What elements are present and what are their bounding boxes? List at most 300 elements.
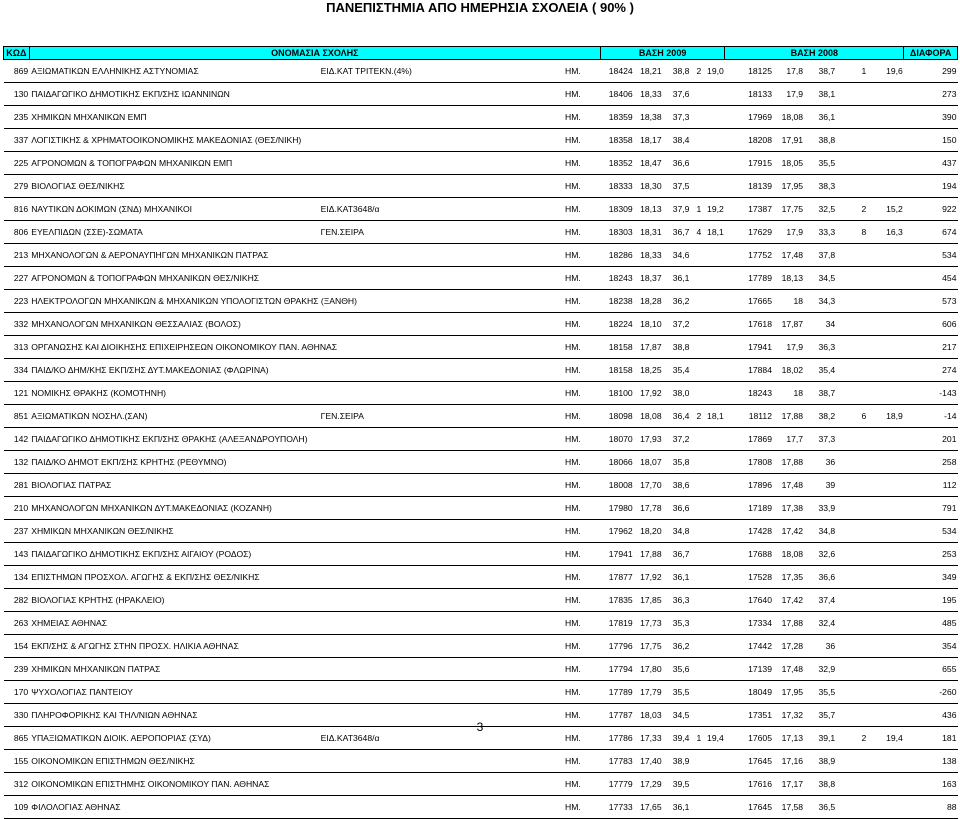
cell-a9: 18,47 xyxy=(634,152,663,175)
cell-type: ΗΜ. xyxy=(564,60,600,83)
cell-diff: 534 xyxy=(904,520,958,543)
cell-a9: 18,21 xyxy=(634,60,663,83)
cell-b9: 18238 xyxy=(600,290,633,313)
cell-name: ΠΛΗΡΟΦΟΡΙΚΗΣ ΚΑΙ ΤΗΛ/ΝΙΩΝ ΑΘΗΝΑΣ xyxy=(29,704,319,727)
cell-code: 227 xyxy=(4,267,30,290)
cell-d8 xyxy=(836,543,867,566)
cell-a9: 17,92 xyxy=(634,382,663,405)
cell-code: 142 xyxy=(4,428,30,451)
cell-name: ΒΙΟΛΟΓΙΑΣ ΚΡΗΤΗΣ (ΗΡΑΚΛΕΙΟ) xyxy=(29,589,319,612)
cell-c9: 37,9 xyxy=(663,198,691,221)
cell-c9: 38,8 xyxy=(663,60,691,83)
table-row xyxy=(4,428,958,451)
cell-d9 xyxy=(690,382,702,405)
cell-name: ΟΙΚΟΝΟΜΙΚΩΝ ΕΠΙΣΤΗΜΗΣ ΟΙΚΟΝΟΜΙΚΟΥ ΠΑΝ. ΑΘΗΝΑΣ xyxy=(29,773,319,796)
cell-note xyxy=(320,382,564,405)
cell-b8: 17789 xyxy=(725,267,773,290)
cell-note xyxy=(320,152,564,175)
cell-c8: 39 xyxy=(804,474,836,497)
cell-c9: 36,1 xyxy=(663,566,691,589)
cell-c8: 38,7 xyxy=(804,60,836,83)
cell-diff: 454 xyxy=(904,267,958,290)
cell-c8: 34 xyxy=(804,313,836,336)
cell-e9: 19,4 xyxy=(702,727,725,750)
cell-d9 xyxy=(690,106,702,129)
cell-d8 xyxy=(836,267,867,290)
cell-type: ΗΜ. xyxy=(564,382,600,405)
cell-code: 154 xyxy=(4,635,30,658)
cell-a9: 17,79 xyxy=(634,681,663,704)
cell-b8: 17528 xyxy=(725,566,773,589)
cell-b8: 17351 xyxy=(725,704,773,727)
cell-code: 109 xyxy=(4,796,30,819)
cell-a8: 17,35 xyxy=(773,566,804,589)
page-number: 3 xyxy=(476,720,484,734)
cell-d9 xyxy=(690,612,702,635)
cell-e8 xyxy=(867,106,904,129)
cell-b9: 17733 xyxy=(600,796,633,819)
cell-d9 xyxy=(690,83,702,106)
cell-b8: 17941 xyxy=(725,336,773,359)
cell-a8: 18,08 xyxy=(773,106,804,129)
cell-a9: 18,03 xyxy=(634,704,663,727)
cell-e8 xyxy=(867,474,904,497)
cell-e9 xyxy=(702,612,725,635)
cell-name: ΛΟΓΙΣΤΙΚΗΣ & ΧΡΗΜΑΤΟΟΙΚΟΝΟΜΙΚΗΣ ΜΑΚΕΔΟΝΙΑΣ (ΘΕΣ/ΝΙΚΗ) xyxy=(29,129,319,152)
cell-b9: 18066 xyxy=(600,451,633,474)
cell-d8 xyxy=(836,796,867,819)
cell-b9: 17941 xyxy=(600,543,633,566)
cell-type: ΗΜ. xyxy=(564,106,600,129)
cell-d8: 6 xyxy=(836,405,867,428)
cell-e8: 18,9 xyxy=(867,405,904,428)
cell-a9: 17,29 xyxy=(634,773,663,796)
cell-name: ΑΞΙΩΜΑΤΙΚΩΝ ΝΟΣΗΛ.(ΣΑΝ) xyxy=(29,405,319,428)
table-row xyxy=(4,681,958,704)
cell-note xyxy=(320,589,564,612)
cell-c8: 36,1 xyxy=(804,106,836,129)
cell-b9: 18424 xyxy=(600,60,633,83)
cell-c8: 35,7 xyxy=(804,704,836,727)
cell-type: ΗΜ. xyxy=(564,773,600,796)
cell-b9: 18158 xyxy=(600,359,633,382)
cell-a9: 17,40 xyxy=(634,750,663,773)
table-row xyxy=(4,336,958,359)
cell-d8 xyxy=(836,129,867,152)
cell-d9 xyxy=(690,451,702,474)
cell-diff: -14 xyxy=(904,405,958,428)
table-row xyxy=(4,359,958,382)
cell-name: ΕΚΠ/ΣΗΣ & ΑΓΩΓΗΣ ΣΤΗΝ ΠΡΟΣΧ. ΗΛΙΚΙΑ ΑΘΗΝΑΣ xyxy=(29,635,319,658)
cell-diff: 390 xyxy=(904,106,958,129)
cell-type: ΗΜ. xyxy=(564,704,600,727)
cell-e9 xyxy=(702,382,725,405)
cell-c8: 32,6 xyxy=(804,543,836,566)
cell-note: ΓΕΝ.ΣΕΙΡΑ xyxy=(320,221,564,244)
cell-type: ΗΜ. xyxy=(564,612,600,635)
cell-a8: 18,13 xyxy=(773,267,804,290)
cell-d9 xyxy=(690,474,702,497)
cell-d9 xyxy=(690,313,702,336)
cell-a9: 18,07 xyxy=(634,451,663,474)
cell-diff: 606 xyxy=(904,313,958,336)
cell-b9: 18098 xyxy=(600,405,633,428)
cell-note xyxy=(320,313,564,336)
cell-b9: 18359 xyxy=(600,106,633,129)
cell-b9: 17877 xyxy=(600,566,633,589)
cell-a9: 18,10 xyxy=(634,313,663,336)
cell-note xyxy=(320,750,564,773)
cell-c8: 36 xyxy=(804,451,836,474)
cell-e8 xyxy=(867,773,904,796)
cell-d9 xyxy=(690,796,702,819)
cell-type: ΗΜ. xyxy=(564,221,600,244)
cell-diff: -260 xyxy=(904,681,958,704)
table-row xyxy=(4,796,958,819)
cell-c8: 34,3 xyxy=(804,290,836,313)
cell-a8: 17,48 xyxy=(773,658,804,681)
header-name: ΟΝΟΜΑΣΙΑ ΣΧΟΛΗΣ xyxy=(29,47,600,60)
cell-diff: 195 xyxy=(904,589,958,612)
cell-diff: -143 xyxy=(904,382,958,405)
cell-e8 xyxy=(867,382,904,405)
cell-code: 279 xyxy=(4,175,30,198)
table-row xyxy=(4,773,958,796)
cell-b9: 17794 xyxy=(600,658,633,681)
cell-c9: 38,6 xyxy=(663,474,691,497)
cell-b9: 17796 xyxy=(600,635,633,658)
cell-c8: 34,8 xyxy=(804,520,836,543)
cell-e8 xyxy=(867,313,904,336)
cell-b8: 17896 xyxy=(725,474,773,497)
cell-type: ΗΜ. xyxy=(564,520,600,543)
cell-name: ΨΥΧΟΛΟΓΙΑΣ ΠΑΝΤΕΙΟΥ xyxy=(29,681,319,704)
table-row xyxy=(4,635,958,658)
cell-c8: 35,5 xyxy=(804,681,836,704)
cell-d8 xyxy=(836,336,867,359)
cell-note xyxy=(320,543,564,566)
cell-d9 xyxy=(690,520,702,543)
cell-c9: 35,3 xyxy=(663,612,691,635)
cell-a8: 18,08 xyxy=(773,543,804,566)
cell-name: ΝΟΜΙΚΗΣ ΘΡΑΚΗΣ (ΚΟΜΟΤΗΝΗ) xyxy=(29,382,319,405)
cell-a8: 17,88 xyxy=(773,612,804,635)
cell-name: ΜΗΧΑΝΟΛΟΓΩΝ ΜΗΧΑΝΙΚΩΝ ΘΕΣΣΑΛΙΑΣ (ΒΟΛΟΣ) xyxy=(29,313,319,336)
cell-b8: 17688 xyxy=(725,543,773,566)
cell-note xyxy=(320,129,564,152)
cell-e9: 19,2 xyxy=(702,198,725,221)
cell-c9: 36,7 xyxy=(663,221,691,244)
cell-e9 xyxy=(702,129,725,152)
cell-name: ΑΞΙΩΜΑΤΙΚΩΝ ΕΛΛΗΝΙΚΗΣ ΑΣΤΥΝΟΜΙΑΣ xyxy=(29,60,319,83)
cell-e9 xyxy=(702,773,725,796)
cell-a8: 17,8 xyxy=(773,60,804,83)
cell-c8: 36,6 xyxy=(804,566,836,589)
cell-b8: 17428 xyxy=(725,520,773,543)
cell-type: ΗΜ. xyxy=(564,658,600,681)
cell-name: ΠΑΙΔ/ΚΟ ΔΗΜΟΤ ΕΚΠ/ΣΗΣ ΚΡΗΤΗΣ (ΡΕΘΥΜΝΟ) xyxy=(29,451,319,474)
cell-type: ΗΜ. xyxy=(564,129,600,152)
cell-b8: 17645 xyxy=(725,750,773,773)
cell-d8: 1 xyxy=(836,60,867,83)
cell-type: ΗΜ. xyxy=(564,727,600,750)
cell-d9 xyxy=(690,175,702,198)
cell-b8: 17629 xyxy=(725,221,773,244)
cell-code: 225 xyxy=(4,152,30,175)
cell-e8 xyxy=(867,175,904,198)
cell-diff: 436 xyxy=(904,704,958,727)
cell-c9: 34,5 xyxy=(663,704,691,727)
header-code: ΚΩΔ xyxy=(4,47,30,60)
cell-a8: 17,13 xyxy=(773,727,804,750)
cell-b9: 17786 xyxy=(600,727,633,750)
table-row xyxy=(4,244,958,267)
cell-a8: 17,17 xyxy=(773,773,804,796)
cell-d8: 8 xyxy=(836,221,867,244)
cell-d9 xyxy=(690,635,702,658)
cell-d9 xyxy=(690,152,702,175)
cell-c8: 39,1 xyxy=(804,727,836,750)
cell-c9: 37,3 xyxy=(663,106,691,129)
cell-b8: 17640 xyxy=(725,589,773,612)
cell-a9: 17,88 xyxy=(634,543,663,566)
cell-e8 xyxy=(867,290,904,313)
cell-d9 xyxy=(690,750,702,773)
cell-a8: 17,48 xyxy=(773,474,804,497)
cell-e8 xyxy=(867,428,904,451)
cell-c8: 33,3 xyxy=(804,221,836,244)
cell-type: ΗΜ. xyxy=(564,152,600,175)
cell-a8: 17,42 xyxy=(773,589,804,612)
cell-type: ΗΜ. xyxy=(564,796,600,819)
table-row xyxy=(4,405,958,428)
cell-c8: 38,2 xyxy=(804,405,836,428)
cell-c8: 32,5 xyxy=(804,198,836,221)
cell-e8 xyxy=(867,658,904,681)
cell-note xyxy=(320,83,564,106)
cell-a8: 17,95 xyxy=(773,681,804,704)
cell-e9 xyxy=(702,267,725,290)
cell-a9: 18,33 xyxy=(634,244,663,267)
cell-code: 282 xyxy=(4,589,30,612)
table-row xyxy=(4,198,958,221)
cell-d9 xyxy=(690,244,702,267)
cell-name: ΦΙΛΟΛΟΓΙΑΣ ΑΘΗΝΑΣ xyxy=(29,796,319,819)
cell-a9: 18,38 xyxy=(634,106,663,129)
cell-c9: 36,1 xyxy=(663,267,691,290)
cell-a9: 17,93 xyxy=(634,428,663,451)
cell-b8: 17869 xyxy=(725,428,773,451)
cell-b9: 17789 xyxy=(600,681,633,704)
cell-e9 xyxy=(702,290,725,313)
cell-d8 xyxy=(836,106,867,129)
cell-e9 xyxy=(702,589,725,612)
cell-e9 xyxy=(702,520,725,543)
cell-c9: 38,9 xyxy=(663,750,691,773)
cell-c9: 36,3 xyxy=(663,589,691,612)
cell-e8 xyxy=(867,750,904,773)
table-row xyxy=(4,83,958,106)
cell-diff: 349 xyxy=(904,566,958,589)
cell-c9: 37,2 xyxy=(663,313,691,336)
cell-code: 134 xyxy=(4,566,30,589)
cell-diff: 201 xyxy=(904,428,958,451)
cell-a9: 17,75 xyxy=(634,635,663,658)
cell-name: ΠΑΙΔΑΓΩΓΙΚΟ ΔΗΜΟΤΙΚΗΣ ΕΚΠ/ΣΗΣ ΘΡΑΚΗΣ (ΑΛΕΞΑΝΔΡΟΥΠΟΛΗ) xyxy=(29,428,319,451)
cell-d8 xyxy=(836,566,867,589)
cell-diff: 253 xyxy=(904,543,958,566)
cell-a8: 17,75 xyxy=(773,198,804,221)
table-row xyxy=(4,543,958,566)
cell-b8: 17618 xyxy=(725,313,773,336)
cell-type: ΗΜ. xyxy=(564,359,600,382)
cell-d9 xyxy=(690,129,702,152)
cell-b8: 17665 xyxy=(725,290,773,313)
cell-c9: 35,8 xyxy=(663,451,691,474)
table-row xyxy=(4,520,958,543)
cell-type: ΗΜ. xyxy=(564,750,600,773)
cell-code: 263 xyxy=(4,612,30,635)
cell-note xyxy=(320,175,564,198)
cell-name: ΒΙΟΛΟΓΙΑΣ ΘΕΣ/ΝΙΚΗΣ xyxy=(29,175,319,198)
cell-name: ΜΗΧΑΝΟΛΟΓΩΝ & ΑΕΡΟΝΑΥΠΗΓΩΝ ΜΗΧΑΝΙΚΩΝ ΠΑΤΡΑΣ xyxy=(29,244,319,267)
cell-a8: 17,7 xyxy=(773,428,804,451)
cell-note xyxy=(320,451,564,474)
cell-d8 xyxy=(836,175,867,198)
cell-d8 xyxy=(836,589,867,612)
cell-type: ΗΜ. xyxy=(564,244,600,267)
cell-name: ΑΓΡΟΝΟΜΩΝ & ΤΟΠΟΓΡΑΦΩΝ ΜΗΧΑΝΙΚΩΝ ΕΜΠ xyxy=(29,152,319,175)
cell-type: ΗΜ. xyxy=(564,543,600,566)
cell-c8: 33,9 xyxy=(804,497,836,520)
cell-diff: 163 xyxy=(904,773,958,796)
table-row xyxy=(4,152,958,175)
table-row xyxy=(4,175,958,198)
cell-note xyxy=(320,566,564,589)
cell-a8: 17,88 xyxy=(773,451,804,474)
cell-code: 851 xyxy=(4,405,30,428)
table-row xyxy=(4,474,958,497)
cell-note xyxy=(320,336,564,359)
cell-d9 xyxy=(690,428,702,451)
table-row xyxy=(4,750,958,773)
cell-b8: 18125 xyxy=(725,60,773,83)
cell-c9: 35,4 xyxy=(663,359,691,382)
cell-b9: 17787 xyxy=(600,704,633,727)
cell-type: ΗΜ. xyxy=(564,681,600,704)
cell-code: 143 xyxy=(4,543,30,566)
cell-b8: 17442 xyxy=(725,635,773,658)
cell-b9: 18100 xyxy=(600,382,633,405)
cell-b8: 18139 xyxy=(725,175,773,198)
cell-d8 xyxy=(836,773,867,796)
cell-c9: 36,6 xyxy=(663,497,691,520)
table-row xyxy=(4,566,958,589)
cell-c9: 37,5 xyxy=(663,175,691,198)
cell-a9: 18,33 xyxy=(634,83,663,106)
cell-d8 xyxy=(836,497,867,520)
cell-e8 xyxy=(867,543,904,566)
cell-note xyxy=(320,359,564,382)
cell-diff: 573 xyxy=(904,290,958,313)
cell-c8: 37,8 xyxy=(804,244,836,267)
cell-type: ΗΜ. xyxy=(564,290,600,313)
cell-code: 330 xyxy=(4,704,30,727)
cell-note: ΓΕΝ.ΣΕΙΡΑ xyxy=(320,405,564,428)
cell-d9 xyxy=(690,497,702,520)
cell-a8: 17,87 xyxy=(773,313,804,336)
cell-a9: 18,17 xyxy=(634,129,663,152)
cell-a9: 18,25 xyxy=(634,359,663,382)
cell-e9 xyxy=(702,106,725,129)
header-base-2009: ΒΑΣΗ 2009 xyxy=(600,47,724,60)
table-row xyxy=(4,451,958,474)
cell-code: 155 xyxy=(4,750,30,773)
cell-name: ΟΙΚΟΝΟΜΙΚΩΝ ΕΠΙΣΤΗΜΩΝ ΘΕΣ/ΝΙΚΗΣ xyxy=(29,750,319,773)
cell-diff: 194 xyxy=(904,175,958,198)
cell-e8 xyxy=(867,520,904,543)
cell-b8: 18243 xyxy=(725,382,773,405)
cell-c8: 38,3 xyxy=(804,175,836,198)
cell-note xyxy=(320,612,564,635)
cell-name: ΥΠΑΞΙΩΜΑΤΙΚΩΝ ΔΙΟΙΚ. ΑΕΡΟΠΟΡΙΑΣ (ΣΥΔ) xyxy=(29,727,319,750)
cell-a8: 17,38 xyxy=(773,497,804,520)
cell-b9: 18333 xyxy=(600,175,633,198)
cell-d9 xyxy=(690,681,702,704)
cell-diff: 299 xyxy=(904,60,958,83)
cell-c9: 37,2 xyxy=(663,428,691,451)
cell-d8 xyxy=(836,612,867,635)
table-row xyxy=(4,658,958,681)
cell-note xyxy=(320,635,564,658)
cell-b8: 17616 xyxy=(725,773,773,796)
cell-d8: 2 xyxy=(836,198,867,221)
cell-e9 xyxy=(702,359,725,382)
cell-d8 xyxy=(836,313,867,336)
cell-e9 xyxy=(702,428,725,451)
cell-e8: 15,2 xyxy=(867,198,904,221)
cell-e8 xyxy=(867,267,904,290)
cell-c8: 32,9 xyxy=(804,658,836,681)
cell-d9: 2 xyxy=(690,60,702,83)
cell-e9: 19,0 xyxy=(702,60,725,83)
cell-c8: 38,9 xyxy=(804,750,836,773)
cell-a8: 18,05 xyxy=(773,152,804,175)
cell-e8 xyxy=(867,336,904,359)
cell-note xyxy=(320,244,564,267)
table-row xyxy=(4,267,958,290)
table-row xyxy=(4,290,958,313)
cell-c9: 37,6 xyxy=(663,83,691,106)
cell-diff: 88 xyxy=(904,796,958,819)
cell-e8 xyxy=(867,612,904,635)
cell-d8 xyxy=(836,658,867,681)
cell-c8: 37,4 xyxy=(804,589,836,612)
cell-type: ΗΜ. xyxy=(564,589,600,612)
cell-b8: 18208 xyxy=(725,129,773,152)
cell-a8: 17,42 xyxy=(773,520,804,543)
cell-c8: 35,5 xyxy=(804,152,836,175)
cell-a8: 17,95 xyxy=(773,175,804,198)
cell-a9: 17,87 xyxy=(634,336,663,359)
cell-a8: 17,88 xyxy=(773,405,804,428)
cell-e9 xyxy=(702,474,725,497)
cell-name: ΑΓΡΟΝΟΜΩΝ & ΤΟΠΟΓΡΑΦΩΝ ΜΗΧΑΝΙΚΩΝ ΘΕΣ/ΝΙΚΗΣ xyxy=(29,267,319,290)
cell-name: ΠΑΙΔΑΓΩΓΙΚΟ ΔΗΜΟΤΙΚΗΣ ΕΚΠ/ΣΗΣ ΙΩΑΝΝΙΝΩΝ xyxy=(29,83,319,106)
cell-a8: 17,48 xyxy=(773,244,804,267)
cell-b9: 18224 xyxy=(600,313,633,336)
cell-c9: 39,5 xyxy=(663,773,691,796)
